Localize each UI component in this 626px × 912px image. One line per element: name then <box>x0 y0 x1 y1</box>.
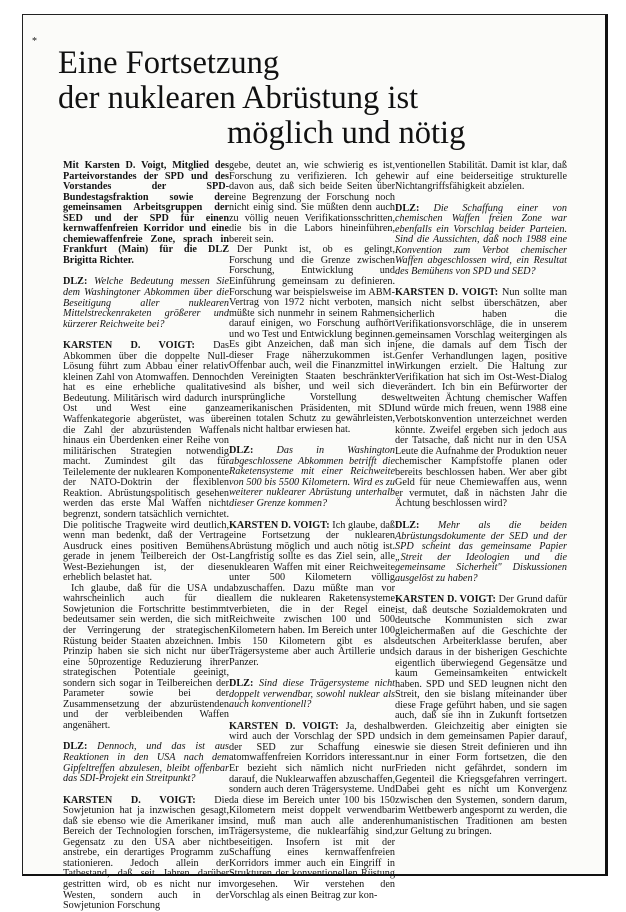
question-text: Sind diese Trägersysteme nicht doppelt verwendbar, sowohl nuklear als auch konventionell? <box>229 678 395 711</box>
answer-speaker: KARSTEN D. VOIGT: <box>395 594 496 606</box>
question-text: Dennoch, und das ist aus Reaktionen in den USA nach dem Gipfeltreffen abzulesen, bleibt offenbar das SDI-Projekt ein Streitpunkt? <box>63 741 229 785</box>
question-speaker: DLZ: <box>63 276 88 288</box>
question-speaker: DLZ: <box>229 678 254 690</box>
margin-mark: * <box>32 36 37 47</box>
interview-answer <box>229 722 395 901</box>
interview-question <box>395 204 567 278</box>
article-column-3 <box>395 161 567 838</box>
question-text: Welche Bedeutung messen Sie dem Washingtoner Abkommen über die Beseitigung aller nuklearen Mittelstreckenraketen größerer und kürzerer Reichweite bei? <box>63 276 229 330</box>
interview-answer <box>395 595 567 838</box>
article-paragraph: gebe, deutet an, wie schwierig es ist, Forschung zu verifizieren. Ich gehe davon aus, daß sich beide Seiten über eine Begrenzung der Forschung noch nicht einig sind. Sie müßten denn auch zu völlig neuen Verifikationsschritten, die bis in die Labors hineinführen, bereit sein. <box>229 160 395 245</box>
article-column-2 <box>229 161 395 901</box>
answer-text: Das Abkommen über die doppelte Null-Lösung führt zum Abbau einer relativ kleinen Zahl von Atomwaffen. Dennoch hat es eine erhebliche qualitative Bedeutung. Militärisch wird dadurch in Ost und West eine ganze Waffenkategorie abgerüstet, was über die Zahl der abzurüstenden Waffen hinaus ein Überdenken einer Reihe von militärischen Strategien notwendig macht. Zumindest gilt das für Teilelemente der nuklearen Komponente der NATO-Doktrin der flexiblen Reaktion. Abrüstungspolitisch gesehen werden das erste Mal Waffen nicht begrenzt, sondern tatsächlich vernichtet. Die politische Tragweite wird deutlich, wenn man bedenkt, daß der Vertrag Ausdruck eines positiven Bemühens gerade in jenem Teilbereich der Ost-West-Beziehungen ist, der diese erheblich belastet hat. <box>63 340 229 584</box>
interview-question <box>63 277 229 330</box>
newspaper-page <box>22 14 608 912</box>
headline-line-2: der nuklearen Abrüstung ist <box>58 80 419 116</box>
headline-line-1: Eine Fortsetzung <box>58 45 280 81</box>
article-paragraph: Ich glaube, daß für die USA und wahrscheinlich auch für die Sowjetunion die Fortschritte bestimmt bedeutsamer sein werden, die sich mit der Verringerung der strategischen Rüstung beider Staaten abzeichnen. Im Prinzip haben sie sich nicht nur über eine 50prozentige Reduzierung ihrer strategischen Potentiale geeinigt, sondern sich sogar in Teilbereichen der Parameter sowie bei der Zusammensetzung der abzurüstenden und der verbleibenden Waffen angenähert. <box>63 582 229 731</box>
question-speaker: DLZ: <box>395 519 420 531</box>
answer-text: Nun sollte man sich nicht selbst überschätzen, aber sicherlich haben die Verifikationsvorschläge, die in unserem gemeinsamen Vorschlag weitergingen als jene, die damals auf dem Tisch der Genfer Verhandlungen lagen, positive Wirkungen erzielt. Die Haltung zur Verifikation hat sich im Ost-West-Dialog verändert. Ich bin ein Befürworter der weltweiten Ächtung chemischer Waffen und würde mich freuen, wenn 1988 eine Verbotskonvention unterzeichnet werden könnte. Zweifel ergeben sich jedoch aus der Tatsache, daß nicht nur in den USA Leute die Aufnahme der Produktion neuer chemischer Kampfstoffe planen oder bereits beschlossen haben. Wer aber gibt Geld für neue Chemiewaffen aus, wenn er vermutet, daß in nächsten Jahr die Ächtung beschlossen wird? <box>395 287 567 510</box>
interview-question <box>229 446 395 509</box>
answer-speaker: KARSTEN D. VOIGT: <box>229 519 330 531</box>
interview-answer <box>395 288 567 509</box>
answer-text: Ich glaube, daß eine Fortsetzung der nuklearen Abrüstung möglich und auch nötig ist. Langfristig sollte es das Ziel sein, alle nuklearen Waffen mit einer Reichweite unter 500 Kilometern völlig abzuschaffen. Dazu müßte man vor allem die nuklearen Raketensysteme verbieten, die in der Regel eine Reichweite zwischen 100 und 500 Kilometern haben. Im Bereich unter 100 bis 150 Kilometern gibt es als Trägersysteme aber auch Artillerie und Panzer. <box>229 519 395 668</box>
answer-speaker: KARSTEN D. VOIGT: <box>63 340 195 352</box>
answer-speaker: KARSTEN D. VOIGT: <box>229 720 339 732</box>
answer-text: Die Sowjetunion hat ja inzwischen gesagt, daß sie ebenso wie die Amerikaner im Bereich der Technologien forschen, im Gegensatz zu den USA aber nicht anstrebe, ein derartiges Programm zu stationieren. Jedoch allein der Tatbestand, daß seit Jahren darüber gestritten wird, ob es nicht nur im Westen, sondern auch in der Sowjetunion Forschung <box>63 794 229 912</box>
question-speaker: DLZ: <box>229 445 254 457</box>
interview-question <box>229 679 395 711</box>
question-text: Das in Washington abgeschlossene Abkommen betrifft die Raketensysteme mit einer Reichweite von 500 bis 5500 Kilometern. Wird es zu weiterer nuklearer Abrüstung unterhalb dieser Grenze kommen? <box>229 445 395 509</box>
question-text: Die Schaffung einer von chemischen Waffen freien Zone war ebenfalls ein Vorschlag beider Parteien. Sind die Aussichten, daß noch 1988 eine Konvention zum Verbot chemischer Waffen abgeschlossen wird, ein Resultat des Bemühens von SPD und SED? <box>395 202 567 277</box>
article-paragraph: ventionellen Stabilität. Damit ist klar, daß wir auf eine beiderseitige strukturelle Nichtangriffsfähigkeit abzielen. <box>395 160 567 193</box>
article-paragraph: Der Punkt ist, ob es gelingt, Forschung und die Grenze zwischen Forschung, Entwicklung und Einführung gemeinsam zu definieren. Forschung war beispielsweise im ABM-Vertrag von 1972 nicht verboten, man müßte sich nunmehr in seinem Rahmen darauf einigen, wo Forschung aufhört und wo Test und Entwicklung beginnen. Es gibt Anzeichen, daß man sich in dieser Frage näherzukommen ist. Offenbar auch, weil die Finanzmittel in den Vereinigten Staaten beschränkter sind als bisher, und weil sich die ursprüngliche Vorstellung des amerikanischen Präsidenten, mit SDI einen totalen Schutz zu gewährleisten, als nicht haltbar erwiesen hat. <box>229 244 395 435</box>
answer-speaker: KARSTEN D. VOIGT: <box>395 287 499 299</box>
interview-answer <box>63 796 229 912</box>
interview-question <box>395 521 567 584</box>
interview-question <box>63 742 229 784</box>
question-speaker: DLZ: <box>395 202 420 214</box>
headline-line-3: möglich und nötig <box>227 115 466 151</box>
interview-answer <box>63 341 229 584</box>
question-text: Mehr als die beiden Abrüstungsdokumente der SED und der SPD scheint das gemeinsame Papier „Streit der Ideologien und die gemeinsame Sicherheit" Diskussionen ausgelöst zu haben? <box>395 519 567 584</box>
answer-text: Ja, deshalb wird auch der Vorschlag der SPD und der SED zur Schaffung eines atomwaffenfreien Korridors interessant. Er bezieht sich nämlich nicht nur darauf, die Nuklearwaffen abzuschaffen, sondern auch deren Trägersysteme. Und da diese im Bereich unter 100 bis 150 Kilometern meist doppelt verwendbar sind, muß man auch alle anderen Trägersysteme, die nuklearfähig sind, beseitigen. Insofern ist mit der Schaffung eines kernwaffenfreien Korridors immer auch ein Eingriff in Strukturen der konventionellen Rüstung vorgesehen. Wir verstehen den Vorschlag als einen Beitrag zur kon- <box>229 720 395 901</box>
answer-speaker: KARSTEN D. VOIGT: <box>63 794 196 806</box>
interview-answer <box>229 521 395 669</box>
intro-paragraph: Mit Karsten D. Voigt, Mitglied des Parteivorstandes der SPD und des Vorstandes der SPD-Bundestagsfraktion sowie der gemeinsamen Arbeitsgruppen der SED und der SPD für einen kernwaffenfreien Korridor und eine chemiewaffenfreie Zone, sprach in Frankfurt (Main) für die DLZ Brigitta Richter. <box>63 160 229 266</box>
question-speaker: DLZ: <box>63 741 88 753</box>
answer-text: Der Grund dafür ist, daß deutsche Sozialdemokraten und deutsche Kommunisten sich zwar gleichermaßen auf die Geschichte der deutschen Arbeiterklasse berufen, aber sich daraus in der bisherigen Geschichte eigentlich überwiegend Gegensätze und kaum Gemeinsamkeiten entwickelt haben. SPD und SED leugnen nicht den Streit, den sie bislang miteinander über diese Frage geführt haben, und sie sagen auch, daß sie ihn in Zukunft fortsetzen werden. Gleichzeitig aber einigten sie sich in dem gemeinsamen Papier darauf, wie sie diesen Streit definieren und ihn nur in einer Form fortsetzen, die den Frieden nicht gefährdet, sondern im Gegenteil die Kriegsgefahren verringert. Dabei geht es nicht um Konvergenz zwischen den Systemen, sondern darum, im Wettbewerb angespornt zu werden, die humanistischen Traditionen am besten zur Geltung zu bringen. <box>395 594 567 838</box>
article-column-1 <box>63 161 229 912</box>
